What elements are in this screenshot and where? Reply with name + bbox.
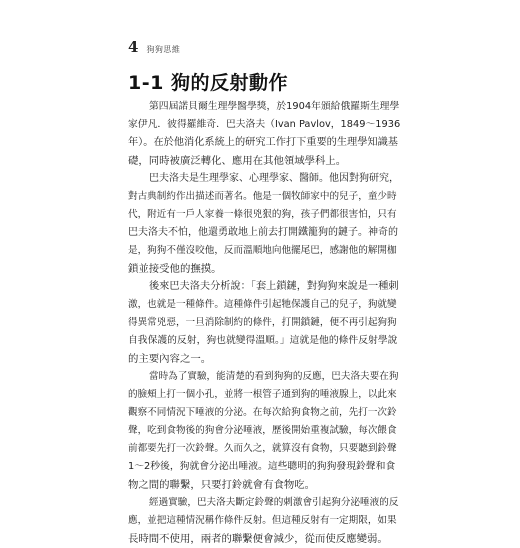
running-title: 狗狗思維 xyxy=(146,45,181,54)
paragraph-line: 得異常兇惡，一旦消除制約的條件，打開鎖鏈，便不再引起狗狗 xyxy=(128,317,397,328)
paragraph-line: 後來巴夫洛夫分析說：「套上鎖鏈，對狗狗來說是一種刺 xyxy=(149,281,399,292)
paragraph-line: 礎，同時被廣泛轉化、應用在其他領域學科上。 xyxy=(128,155,347,167)
paragraph-line: 的主要內容之一。 xyxy=(128,353,212,365)
paragraph-line: 長時間不使用，兩者的聯繫便會減少，從而使反應變弱。 xyxy=(128,533,388,545)
paragraph-line: 代，附近有一戶人家養一條很兇狠的狗，孩子們都很害怕，只有 xyxy=(128,209,397,220)
paragraph xyxy=(128,368,400,494)
paragraph-line: 家伊凡．彼得羅維奇．巴夫洛夫（Ivan Pavlov，1849～1936 xyxy=(128,119,401,130)
paragraph-line: 經過實驗，巴夫洛夫斷定鈴聲的刺激會引起狗分泌唾液的反 xyxy=(149,497,399,508)
paragraph-line: 前都要先打一次鈴聲。久而久之，就算沒有食物，只要聽到鈴聲 xyxy=(128,443,397,454)
paragraph-line: 年）。在於他消化系統上的研究工作打下重要的生理學知識基 xyxy=(128,137,398,148)
paragraph-line: 的臉頰上打一個小孔，並將一根管子通到狗的唾液腺上，以此來 xyxy=(128,389,397,400)
paragraph-line: 觀察不同情況下唾液的分泌。在每次給狗食物之前，先打一次鈴 xyxy=(128,407,397,418)
paragraph xyxy=(128,494,400,548)
page-number: 4 xyxy=(128,38,139,56)
paragraph-line: 是，狗狗不僅沒咬他，反而溫順地向他擺尾巴，感謝他的解開枷 xyxy=(128,245,397,256)
paragraph xyxy=(128,98,400,170)
paragraph xyxy=(128,278,400,368)
paragraph-line: 應，並把這種情況稱作條件反射。但這種反射有一定期限，如果 xyxy=(128,515,397,526)
paragraph-line: 當時為了實驗，能清楚的看到狗狗的反應，巴夫洛夫要在狗 xyxy=(149,371,399,382)
paragraph-line: 聲，吃到食物後的狗會分泌唾液，歷後開始重複試驗，每次餵食 xyxy=(128,425,397,436)
paragraph-line: 物之間的聯繫，只要打鈴就會有食物吃。 xyxy=(128,479,316,491)
paragraph xyxy=(128,170,400,278)
paragraph-line: 1～2秒後，狗就會分泌出唾液。這些聰明的狗狗發現鈴聲和食 xyxy=(128,461,396,472)
paragraph-line: 鎖並接受他的撫摸。 xyxy=(128,263,222,275)
paragraph-line: 巴夫洛夫是生理學家、心理學家、醫師。他因對狗研究， xyxy=(149,173,399,184)
paragraph-line: 自我保護的反射，狗也就變得溫順。」這就是他的條件反射學說 xyxy=(128,335,398,346)
paragraph-line: 巴夫洛夫不怕，他還勇敢地上前去打開鐵籠狗的鏈子。神奇的 xyxy=(128,227,398,238)
paragraph-line: 第四屆諾貝爾生理學醫學獎，於1904年頒給俄羅斯生理學 xyxy=(149,101,400,112)
body-text xyxy=(128,98,400,548)
section-title: 1-1 狗的反射動作 xyxy=(128,72,288,94)
running-header xyxy=(128,38,180,56)
paragraph-line: 激，也就是一種條件。這種條件引起牠保護自己的兒子，狗就變 xyxy=(128,299,397,310)
paragraph-line: 對古典制約作出描述而著名。他是一個牧師家中的兒子，童少時 xyxy=(128,191,397,202)
